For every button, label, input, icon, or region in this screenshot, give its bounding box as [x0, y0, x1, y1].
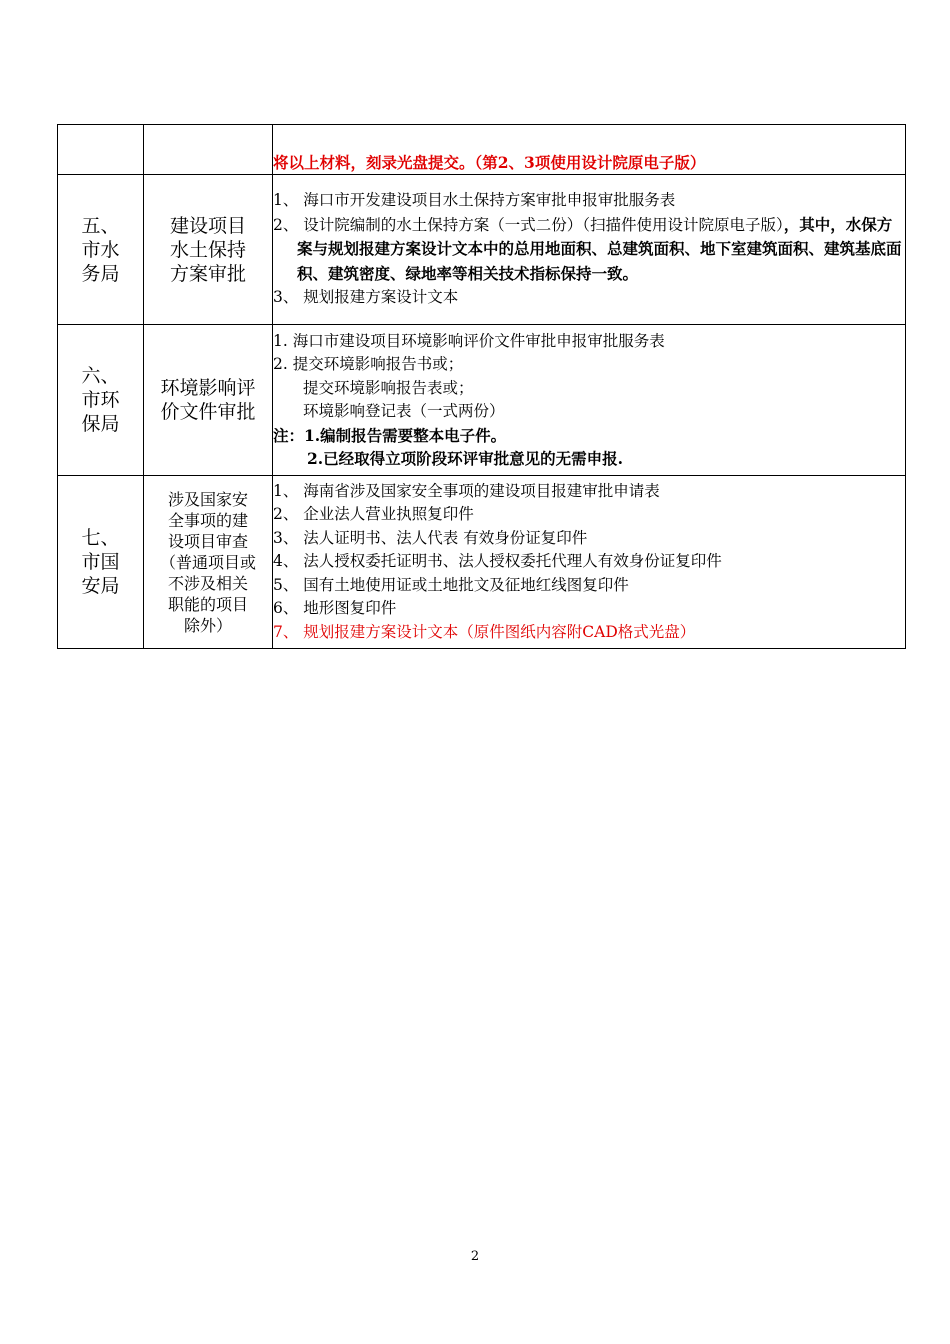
material-line: 5、 国有土地使用证或土地批文及征地红线图复印件	[273, 575, 629, 594]
table-row	[58, 325, 906, 476]
note-line: 注：1.编制报告需要整本电子件。	[273, 425, 507, 445]
table-row	[58, 476, 906, 649]
item-cell	[144, 325, 273, 476]
materials-cell	[273, 325, 906, 476]
material-line: 3、 法人证明书、法人代表 有效身份证复印件	[273, 528, 588, 547]
material-line: 6、 地形图复印件	[273, 599, 397, 618]
cd-submit-note: 将以上材料，刻录光盘提交。（第2、3项使用设计院原电子版）	[273, 152, 706, 172]
dept-cell	[58, 325, 144, 476]
material-emphasis: ，其中，水保方案与规划报建方案设计文本中的总用地面积、总建筑面积、地下室建筑面积、建筑基底面积、建筑密度、绿地率等相关技术指标保持一致。	[297, 214, 902, 283]
material-line-highlight: 7、 规划报建方案设计文本（原件图纸内容附CAD格式光盘）	[273, 622, 696, 641]
dept-label: 六、 市环 保局	[81, 365, 120, 435]
material-text: 2、 设计院编制的水土保持方案（一式二份）（扫描件使用设计院原电子版）	[273, 215, 784, 234]
dept-label: 五、 市水 务局	[81, 214, 120, 285]
dept-label: 七、 市国 安局	[81, 527, 120, 597]
dept-cell	[58, 476, 144, 649]
item-cell	[144, 476, 273, 649]
materials-cell	[273, 125, 906, 175]
material-line: 1、 海口市开发建设项目水土保持方案审批申报审批服务表	[273, 191, 676, 210]
item-label: 涉及国家安 全事项的建 设项目审查 （普通项目或 不涉及相关 职能的项目 除外）	[159, 489, 256, 635]
material-line: 提交环境影响报告表或；	[303, 378, 474, 397]
material-line: 2. 提交环境影响报告书或；	[273, 355, 464, 373]
material-line	[273, 213, 905, 287]
material-line: 环境影响登记表（一式两份）	[303, 402, 505, 420]
materials-cell	[273, 175, 906, 325]
material-line: 2、 企业法人营业执照复印件	[273, 505, 474, 524]
note-line: 2.已经取得立项阶段环评审批意见的无需申报.	[307, 449, 624, 468]
material-line: 3、 规划报建方案设计文本	[273, 288, 459, 307]
material-line: 4、 法人授权委托证明书、法人授权委托代理人有效身份证复印件	[273, 552, 722, 571]
item-cell	[144, 175, 273, 325]
requirements-table	[57, 124, 906, 649]
item-label: 环境影响评 价文件审批	[160, 377, 256, 423]
table-row	[58, 125, 906, 175]
item-cell	[144, 125, 273, 175]
table-row	[58, 175, 906, 325]
materials-cell	[273, 476, 906, 649]
dept-cell	[58, 175, 144, 325]
page-number: 2	[470, 1249, 480, 1264]
material-line: 1. 海口市建设项目环境影响评价文件审批申报审批服务表	[273, 331, 665, 350]
dept-cell	[58, 125, 144, 175]
material-line: 1、 海南省涉及国家安全事项的建设项目报建审批申请表	[273, 481, 660, 500]
item-label: 建设项目 水土保持 方案审批	[169, 214, 246, 285]
